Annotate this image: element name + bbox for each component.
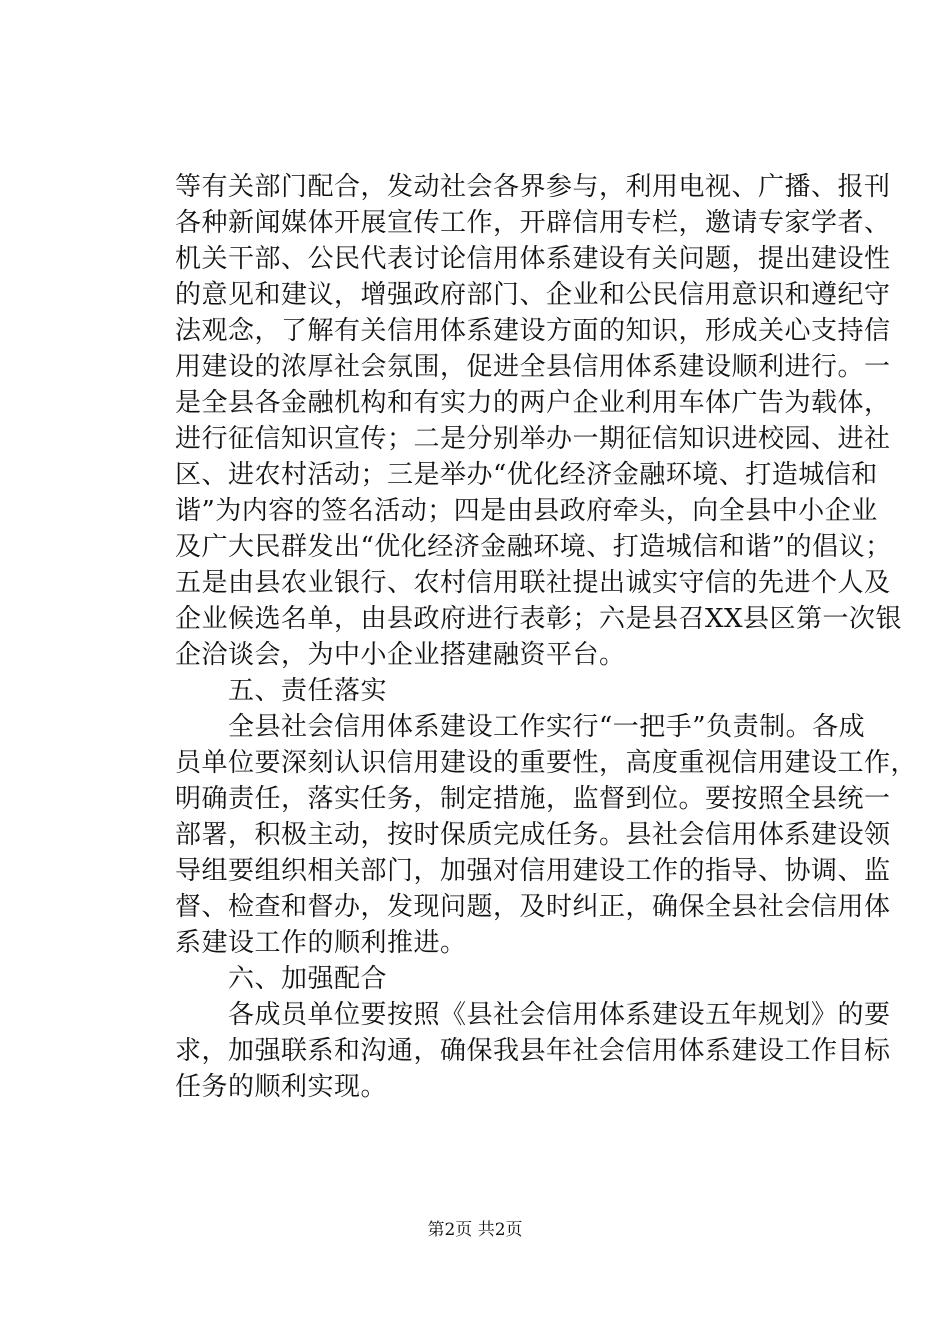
- paragraph-line: 督、检查和督办，发现问题，及时纠正，确保全县社会信用体: [175, 892, 891, 922]
- paragraph-line: 企业候选名单，由县政府进行表彰；六是县召XX县区第一次银: [175, 604, 903, 634]
- paragraph-line: 员单位要深刻认识信用建设的重要性，高度重视信用建设工作，: [175, 748, 918, 778]
- paragraph-line: 任务的顺利实现。: [175, 1072, 388, 1102]
- paragraph-line: 及广大民群发出“优化经济金融环境、打造城信和谐”的倡议；: [175, 532, 892, 562]
- paragraph-line: 各种新闻媒体开展宣传工作，开辟信用专栏，邀请专家学者、: [175, 208, 891, 238]
- paragraph-line: 谐”为内容的签名活动；四是由县政府牵头，向全县中小企业: [175, 496, 878, 526]
- paragraph-line: 等有关部门配合，发动社会各界参与，利用电视、广播、报刊: [175, 172, 891, 202]
- paragraph-line: 区、进农村活动；三是举办“优化经济金融环境、打造城信和: [175, 460, 878, 490]
- paragraph-line: 企洽谈会，为中小企业搭建融资平台。: [175, 640, 626, 670]
- paragraph-line: 求，加强联系和沟通，确保我县年社会信用体系建设工作目标: [175, 1036, 891, 1066]
- paragraph-line: 的意见和建议，增强政府部门、企业和公民信用意识和遵纪守: [175, 280, 891, 310]
- paragraph-line: 五是由县农业银行、农村信用联社提出诚实守信的先进个人及: [175, 568, 891, 598]
- paragraph-line: 用建设的浓厚社会氛围，促进全县信用体系建设顺利进行。一: [175, 352, 891, 382]
- section-heading: 五、责任落实: [175, 676, 388, 706]
- paragraph-line: 法观念，了解有关信用体系建设方面的知识，形成关心支持信: [175, 316, 891, 346]
- paragraph-line: 明确责任，落实任务，制定措施，监督到位。要按照全县统一: [175, 784, 891, 814]
- paragraph-line: 系建设工作的顺利推进。: [175, 928, 467, 958]
- paragraph-line: 各成员单位要按照《县社会信用体系建设五年规划》的要: [175, 1000, 891, 1030]
- paragraph-line: 导组要组织相关部门，加强对信用建设工作的指导、协调、监: [175, 856, 891, 886]
- paragraph-line: 是全县各金融机构和有实力的两户企业利用车体广告为载体，: [175, 388, 891, 418]
- page-number-footer: 第2页 共2页: [427, 1220, 523, 1240]
- paragraph-line: 部署，积极主动，按时保质完成任务。县社会信用体系建设领: [175, 820, 891, 850]
- paragraph-line: 进行征信知识宣传；二是分别举办一期征信知识进校园、进社: [175, 424, 891, 454]
- paragraph-line: 全县社会信用体系建设工作实行“一把手”负责制。各成: [175, 712, 866, 742]
- paragraph-line: 机关干部、公民代表讨论信用体系建设有关问题，提出建设性: [175, 244, 891, 274]
- section-heading: 六、加强配合: [175, 964, 388, 994]
